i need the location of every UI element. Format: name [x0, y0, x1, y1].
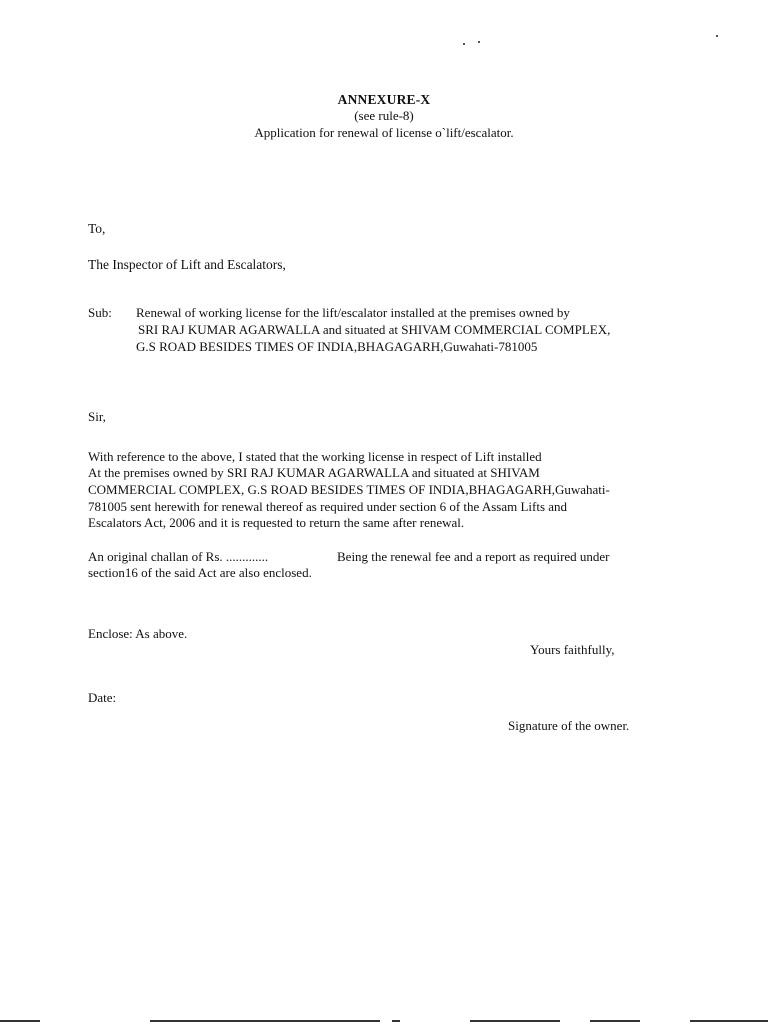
annexure-title: ANNEXURE-X: [337, 92, 431, 107]
yours-faithfully: Yours faithfully,: [530, 642, 615, 657]
subject-line: SRI RAJ KUMAR AGARWALLA and situated at SHIVAM COMMERCIAL COMPLEX,: [138, 322, 611, 337]
to-label: To,: [88, 221, 106, 236]
rule-reference: (see rule-8): [354, 108, 414, 123]
body-line: With reference to the above, I stated that the working license in respect of Lift installed: [88, 449, 542, 464]
scan-edge-line: [0, 1020, 40, 1022]
scan-speck: [478, 41, 480, 43]
scan-edge-line: [590, 1020, 640, 1022]
scan-edge-line: [690, 1020, 768, 1022]
challan-line: section16 of the said Act are also enclosed.: [88, 565, 312, 580]
body-line: COMMERCIAL COMPLEX, G.S ROAD BESIDES TIMES OF INDIA,BHAGAGARH,Guwahati-: [88, 482, 610, 497]
scan-edge-line: [470, 1020, 560, 1022]
challan-line-continued: Being the renewal fee and a report as required under: [337, 549, 610, 564]
enclosure-note: Enclose: As above.: [88, 626, 188, 641]
signature-label: Signature of the owner.: [508, 718, 630, 733]
body-line: At the premises owned by SRI RAJ KUMAR AGARWALLA and situated at SHIVAM: [88, 465, 540, 480]
recipient-line: The Inspector of Lift and Escalators,: [88, 257, 286, 272]
challan-line: An original challan of Rs. .............: [88, 549, 269, 564]
subject-line: G.S ROAD BESIDES TIMES OF INDIA,BHAGAGARH,Guwahati-781005: [136, 339, 538, 354]
subject-line: Renewal of working license for the lift/escalator installed at the premises owned by: [136, 305, 570, 320]
scan-speck: [463, 43, 465, 45]
salutation: Sir,: [88, 409, 106, 424]
application-heading: Application for renewal of license o`lift/escalator.: [254, 125, 514, 140]
scan-speck: [716, 35, 718, 37]
date-label: Date:: [88, 690, 117, 705]
scan-edge-line: [392, 1020, 400, 1022]
body-line: 781005 sent herewith for renewal thereof as required under section 6 of the Assam Lifts and: [88, 499, 568, 514]
scan-edge-line: [150, 1020, 380, 1022]
subject-label: Sub:: [88, 305, 112, 320]
body-line: Escalators Act, 2006 and it is requested to return the same after renewal.: [88, 515, 465, 530]
